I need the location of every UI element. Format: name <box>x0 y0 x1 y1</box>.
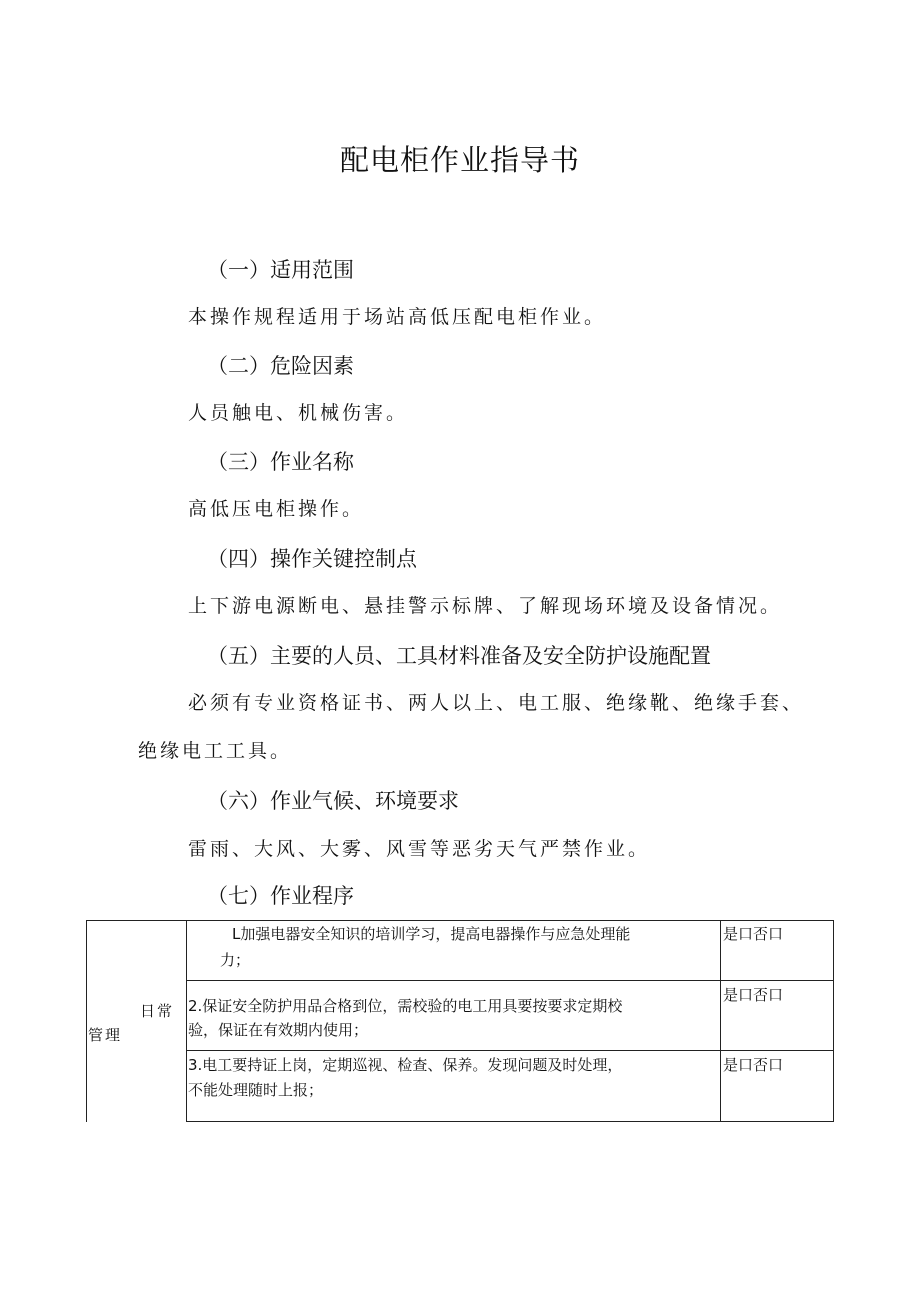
section-heading-preparation: （五）主要的人员、工具材料准备及安全防护设施配置 <box>207 644 711 668</box>
table-row-3-text-line1: 3.电工要持证上岗，定期巡视、检查、保养。发现问题及时处理， <box>188 1056 623 1074</box>
section-body-control-points: 上下游电源断电、悬挂警示标牌、了解现场环境及设备情况。 <box>188 595 783 617</box>
table-border-left <box>86 920 87 1122</box>
table-row-1-text-line1: L加强电器安全知识的培训学习，提高电器操作与应急处理能 <box>232 925 631 943</box>
table-border-col2 <box>720 920 721 1122</box>
section-body-scope: 本操作规程适用于场站高低压配电柜作业。 <box>188 306 607 328</box>
table-row-2-text-line2: 验，保证在有效期内使用； <box>188 1021 369 1039</box>
procedure-table <box>86 920 834 1122</box>
section-body-environment: 雷雨、大风、大雾、风雪等恶劣天气严禁作业。 <box>188 838 651 860</box>
table-category-label-line1: 日常 <box>140 1002 175 1020</box>
section-heading-hazards: （二）危险因素 <box>207 354 354 378</box>
section-body-task-name: 高低压电柜操作。 <box>188 498 365 520</box>
table-border-bottom <box>186 1121 834 1122</box>
document-title: 配电柜作业指导书 <box>339 143 580 177</box>
table-row-1-check[interactable]: 是口否口 <box>723 925 784 943</box>
table-row-divider <box>186 980 834 981</box>
table-border-col1 <box>186 920 187 1122</box>
section-body-preparation-cont: 绝缘电工工具。 <box>138 740 293 762</box>
section-heading-scope: （一）适用范围 <box>207 258 354 282</box>
table-border-right <box>833 920 834 1122</box>
section-heading-task-name: （三）作业名称 <box>207 450 354 474</box>
section-body-preparation: 必须有专业资格证书、两人以上、电工服、绝缘靴、绝缘手套、 <box>188 692 805 714</box>
section-heading-procedure: （七）作业程序 <box>207 884 354 908</box>
table-row-2-text-line1: 2.保证安全防护用品合格到位，需校验的电工用具要按要求定期校 <box>188 997 623 1015</box>
table-border-top <box>86 920 834 921</box>
table-row-3-text-line2: 不能处理随时上报； <box>188 1081 324 1099</box>
table-row-2-check[interactable]: 是口否口 <box>723 986 784 1004</box>
table-row-divider <box>186 1050 834 1051</box>
section-heading-control-points: （四）操作关键控制点 <box>207 547 417 571</box>
table-row-1-text-line2: 力； <box>220 951 251 969</box>
section-heading-environment: （六）作业气候、环境要求 <box>207 789 459 813</box>
section-body-hazards: 人员触电、机械伤害。 <box>188 402 409 424</box>
table-category-label-line2: 管理 <box>88 1026 123 1044</box>
table-row-3-check[interactable]: 是口否口 <box>723 1056 784 1074</box>
